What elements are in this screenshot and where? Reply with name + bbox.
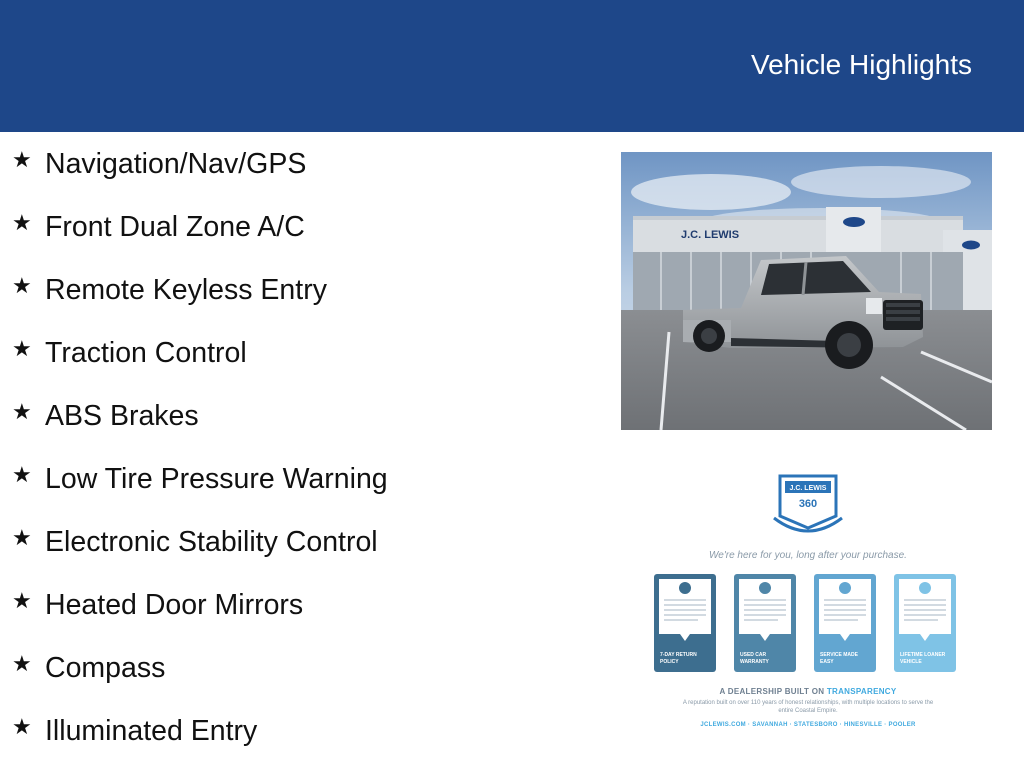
feature-item	[12, 587, 572, 650]
feature-item	[12, 209, 572, 272]
feature-label: Navigation/Nav/GPS	[45, 148, 307, 180]
vehicle-photo	[621, 152, 992, 430]
dealer-sign: J.C. LEWIS	[681, 229, 740, 241]
feature-list	[12, 146, 572, 776]
star-icon: ★	[12, 400, 32, 425]
star-icon: ★	[12, 589, 32, 614]
header-banner	[0, 0, 1024, 132]
feature-label: Remote Keyless Entry	[45, 274, 327, 306]
star-icon: ★	[12, 337, 32, 362]
promo-headline-highlight: TRANSPARENCY	[826, 687, 897, 696]
star-icon: ★	[12, 148, 32, 173]
feature-item	[12, 650, 572, 713]
ford-oval-icon	[962, 241, 980, 250]
feature-item	[12, 461, 572, 524]
feature-item	[12, 713, 572, 776]
feature-label: ABS Brakes	[45, 400, 199, 432]
feature-label: Electronic Stability Control	[45, 526, 378, 558]
promo-headline-prefix: A DEALERSHIP BUILT ON	[719, 687, 827, 696]
promo-tagline: We're here for you, long after your purchase.	[709, 550, 907, 561]
promo-headline	[640, 687, 976, 696]
dealer-promo-graphic	[640, 466, 976, 738]
promo-card-caption: 7-DAY RETURN POLICY	[660, 652, 697, 665]
ford-oval-icon	[843, 217, 865, 227]
promo-card	[654, 574, 716, 672]
logo-number: 360	[798, 498, 818, 510]
promo-card-caption: LIFETIME LOANER VEHICLE	[900, 652, 946, 665]
promo-reputation: A reputation built on over 110 years of honest relationships, with multiple locations to serve the entire Coastal Empire.	[682, 700, 934, 714]
feature-label: Heated Door Mirrors	[45, 589, 304, 621]
star-icon: ★	[12, 274, 32, 299]
promo-card	[814, 574, 876, 672]
feature-label: Traction Control	[45, 337, 247, 369]
feature-item	[12, 146, 572, 209]
star-icon: ★	[12, 526, 32, 551]
feature-label: Front Dual Zone A/C	[45, 211, 305, 243]
promo-card	[734, 574, 796, 672]
page-title: Vehicle Highlights	[750, 49, 972, 80]
feature-label: Illuminated Entry	[45, 715, 258, 747]
star-icon: ★	[12, 652, 32, 677]
promo-card	[894, 574, 956, 672]
star-icon: ★	[12, 715, 32, 740]
feature-label: Low Tire Pressure Warning	[45, 463, 388, 495]
feature-label: Compass	[45, 652, 166, 684]
promo-card-caption: SERVICE MADE EASY	[820, 652, 858, 665]
feature-item	[12, 524, 572, 587]
star-icon: ★	[12, 463, 32, 488]
star-icon: ★	[12, 211, 32, 236]
feature-item	[12, 272, 572, 335]
promo-locations: JCLEWIS.COM · SAVANNAH · STATESBORO · HINESVILLE · POOLER	[700, 722, 916, 728]
promo-card-caption: USED CAR WARRANTY	[740, 652, 769, 665]
feature-item	[12, 398, 572, 461]
logo-name: J.C. LEWIS	[789, 485, 827, 492]
feature-item	[12, 335, 572, 398]
